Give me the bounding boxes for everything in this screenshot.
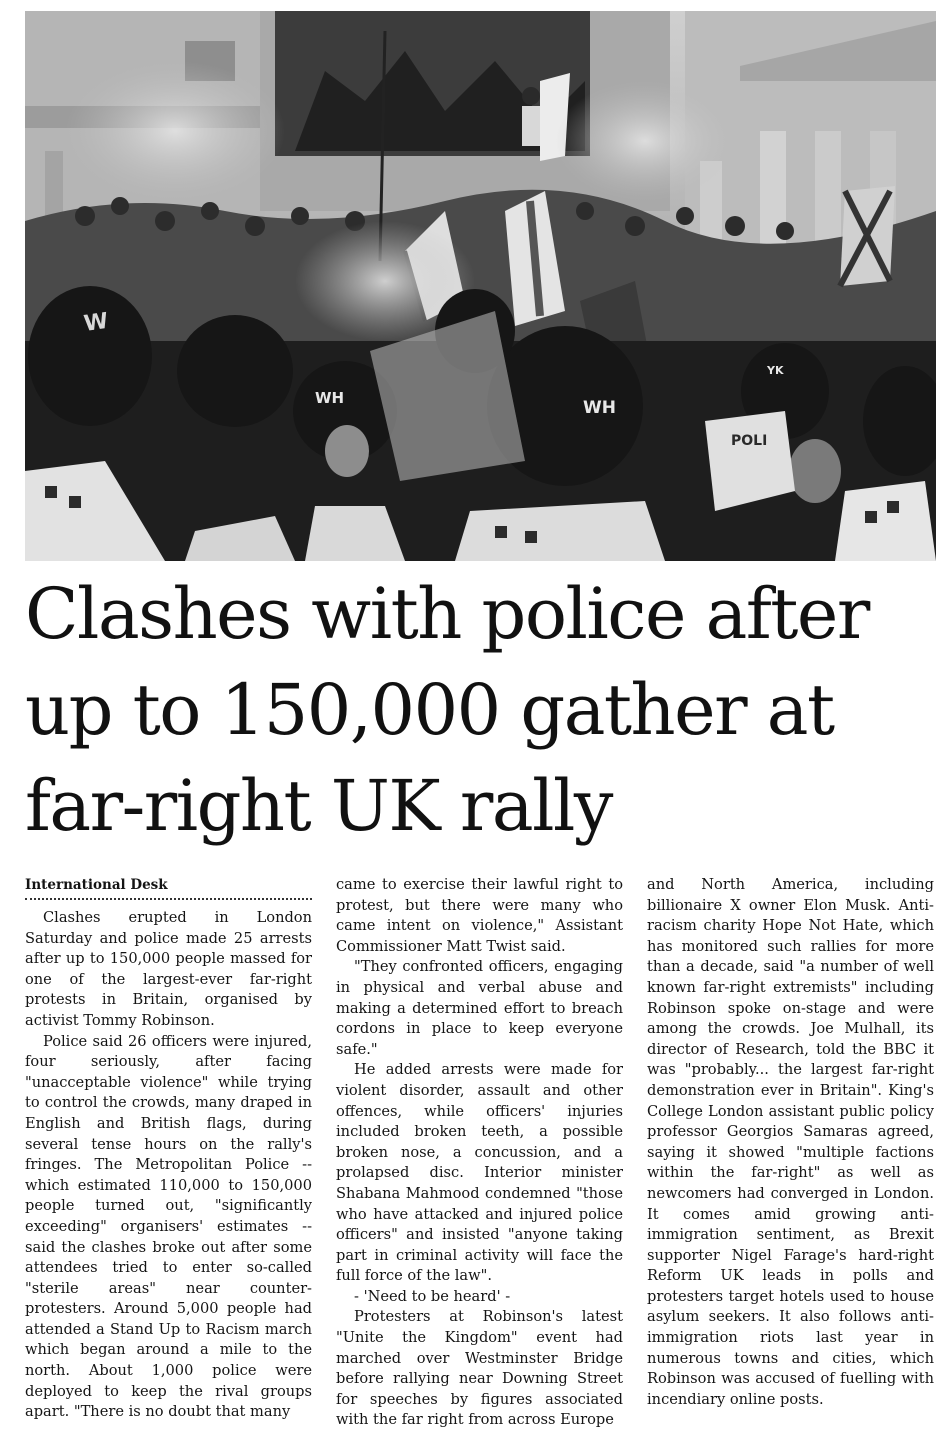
headline-line: far-right UK rally (25, 765, 612, 847)
article-paragraph: He added arrests were made for violent disorder, assault and other offences, while officers' injuries included broken teeth, a possible broken nose, a concussion, and a prolapsed disc. Interior minister Shabana Mahmood condemned "those who have attacked and injured police officers" and insisted "anyone taking part in criminal activity will face the full force of the law". (336, 1061, 623, 1285)
article-paragraph: Protesters at Robinson's latest "Unite the Kingdom" event had marched over Westminster Bridge before rallying near Downing Street for speeches by figures associated with the far right from across Europe (336, 1308, 623, 1429)
article-paragraph: came to exercise their lawful right to protest, but there were many who came intent on violence," Assistant Commissioner Matt Twist said. (336, 876, 623, 955)
protest-scene-illustration (25, 11, 936, 561)
helmet-mark: WH (315, 389, 345, 407)
article-paragraph: and North America, including billionaire X owner Elon Musk. Anti-racism charity Hope Not Hate, which has monitored such rallies for more than a decade, said "a number of well known far-right extremists" including Robinson spoke on-stage and were among the crowds. Joe Mulhall, its director of Research, told the BBC it was "probably... the largest far-right demonstration ever in Britain". King's College London assistant public policy professor Georgios Samaras agreed, saying it showed "multiple factions within the far-right" as well as newcomers had converged in London. It comes amid growing anti-immigration sentiment, as Brexit supporter Nigel Farage's hard-right Reform UK leads in polls and protesters target hotels used to house asylum seekers. It also follows anti-immigration riots last year in numerous towns and cities, which Robinson was accused of fuelling with incendiary online posts. (647, 876, 934, 1408)
news-photo (25, 11, 936, 561)
article-column-3 (647, 875, 934, 1410)
article-paragraph: "They confronted officers, engaging in physical and verbal abuse and making a determined effort to breach cordons in place to keep everyone safe." (336, 958, 623, 1058)
helmet-mark: YK (767, 364, 784, 377)
svg-text:W: W (82, 308, 110, 337)
vest-police-text: POLI (731, 433, 768, 449)
helmet-mark: WH (583, 398, 616, 418)
subhead: - 'Need to be heard' - (354, 1287, 511, 1305)
headline-line: up to 150,000 gather at (25, 669, 834, 751)
desk-label: International Desk (25, 875, 312, 900)
article-paragraph: Clashes erupted in London Saturday and police made 25 arrests after up to 150,000 people massed for one of the largest-ever far-right protests in Britain, organised by activist Tommy Robinson. (25, 909, 312, 1029)
headline (25, 566, 936, 854)
article-paragraph: Police said 26 officers were injured, four seriously, after facing "unacceptable violence" while trying to control the crowds, many draped in English and British flags, during several tense hours on the rally's fringes. The Metropolitan Police -- which estimated 110,000 to 150,000 people turned out, "significantly exceeding" organisers' estimates -- said the clashes broke out after some attendees tried to enter so-called "sterile areas" near counter-protesters. Around 5,000 people had attended a Stand Up to Racism march which began around a mile to the north. About 1,000 police were deployed to keep the rival groups apart. "There is no doubt that many (25, 1032, 312, 1421)
article-column-2 (336, 875, 623, 1431)
article-column-1 (25, 875, 312, 1423)
headline-line: Clashes with police after (25, 573, 869, 655)
